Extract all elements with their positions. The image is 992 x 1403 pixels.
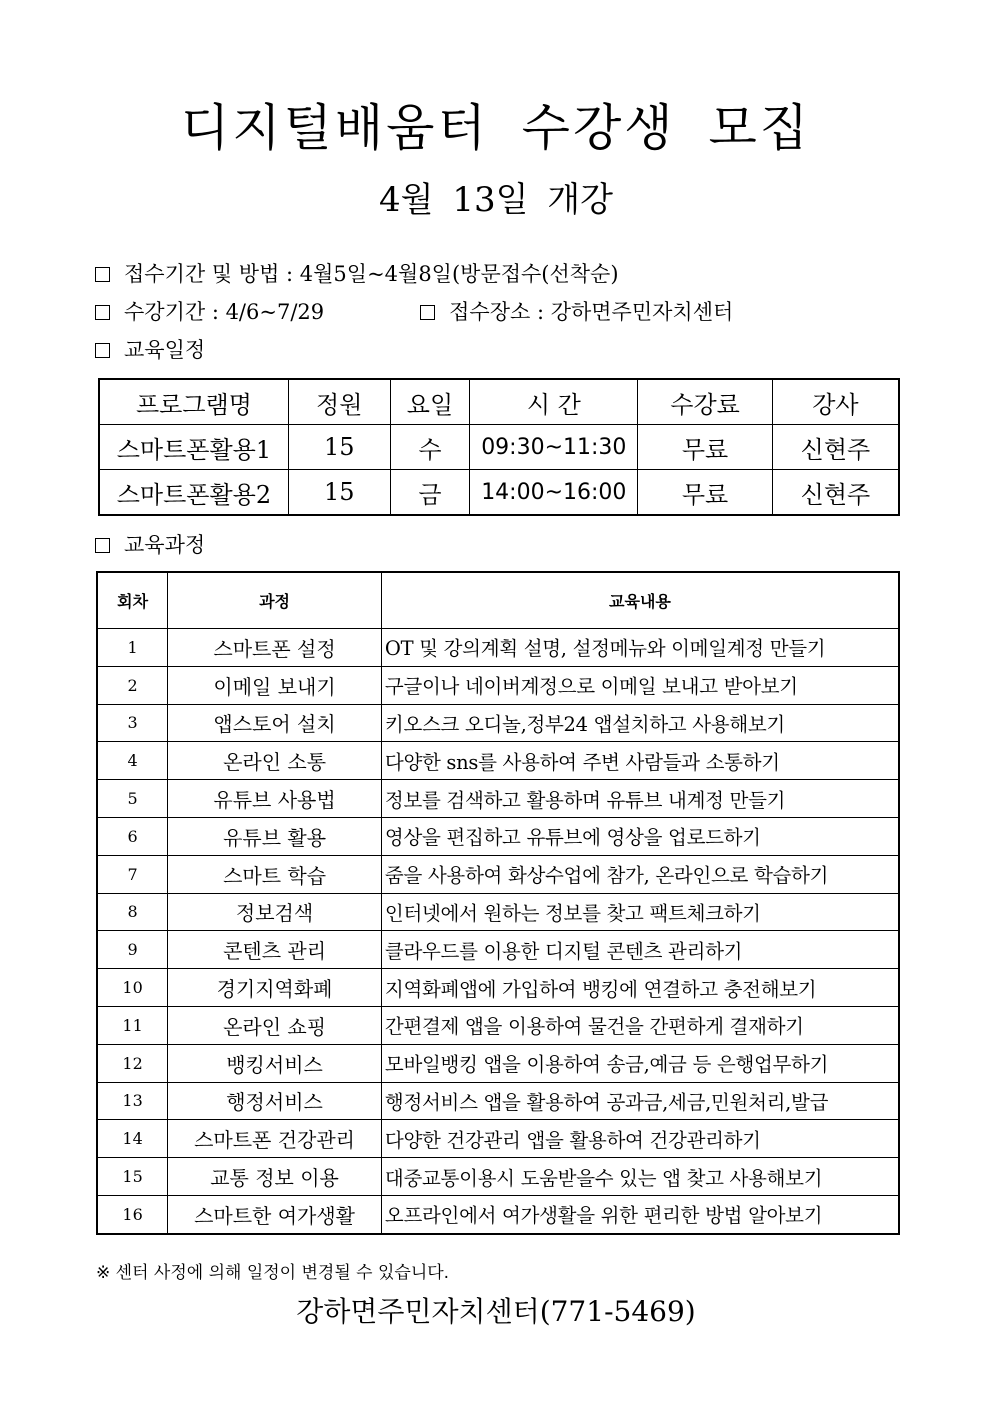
course-name: 교통 정보 이용 bbox=[168, 1158, 382, 1196]
session-number: 1 bbox=[97, 629, 168, 667]
course-name: 경기지역화폐 bbox=[168, 969, 382, 1007]
table-row bbox=[97, 780, 899, 818]
table-row bbox=[97, 931, 899, 969]
curriculum-table bbox=[96, 571, 900, 1235]
table-row bbox=[97, 1158, 899, 1196]
curriculum-header-cell: 과정 bbox=[168, 572, 382, 629]
schedule-header-row bbox=[99, 379, 899, 425]
course-content: 대중교통이용시 도움받을수 있는 앱 찾고 사용해보기 bbox=[381, 1158, 899, 1196]
course-name: 온라인 쇼핑 bbox=[168, 1006, 382, 1044]
session-number: 15 bbox=[97, 1158, 168, 1196]
course-content: 영상을 편집하고 유튜브에 영상을 업로드하기 bbox=[381, 817, 899, 855]
course-content: 간편결제 앱을 이용하여 물건을 간편하게 결재하기 bbox=[381, 1006, 899, 1044]
session-number: 11 bbox=[97, 1006, 168, 1044]
page-subtitle: 4월 13일 개강 bbox=[379, 180, 613, 220]
session-number: 13 bbox=[97, 1082, 168, 1120]
course-name: 유튜브 활용 bbox=[168, 817, 382, 855]
weekday: 수 bbox=[390, 425, 470, 470]
curriculum-heading-text: 교육과정 bbox=[124, 533, 206, 557]
capacity: 15 bbox=[288, 470, 390, 516]
schedule-heading bbox=[95, 336, 205, 364]
session-number: 7 bbox=[97, 855, 168, 893]
table-row bbox=[97, 817, 899, 855]
course-content: 인터넷에서 원하는 정보를 찾고 팩트체크하기 bbox=[381, 893, 899, 931]
table-row bbox=[97, 969, 899, 1007]
table-row bbox=[97, 666, 899, 704]
course-name: 유튜브 사용법 bbox=[168, 780, 382, 818]
schedule-heading-text: 교육일정 bbox=[124, 338, 206, 362]
table-row bbox=[97, 1120, 899, 1158]
course-content: 정보를 검색하고 활용하며 유튜브 내계정 만들기 bbox=[381, 780, 899, 818]
session-number: 4 bbox=[97, 742, 168, 780]
session-number: 5 bbox=[97, 780, 168, 818]
schedule-header-cell: 요일 bbox=[390, 379, 470, 425]
course-content: 다양한 건강관리 앱을 활용하여 건강관리하기 bbox=[381, 1120, 899, 1158]
course-content: OT 및 강의계획 설명, 설정메뉴와 이메일계정 만들기 bbox=[381, 629, 899, 667]
session-number: 3 bbox=[97, 704, 168, 742]
course-name: 이메일 보내기 bbox=[168, 666, 382, 704]
table-row bbox=[99, 425, 899, 470]
instructor: 신현주 bbox=[772, 425, 899, 470]
page-title: 디지털배움터 수강생 모집 bbox=[180, 99, 812, 157]
course-name: 행정서비스 bbox=[168, 1082, 382, 1120]
course-content: 지역화폐앱에 가입하여 뱅킹에 연결하고 충전해보기 bbox=[381, 969, 899, 1007]
course-name: 정보검색 bbox=[168, 893, 382, 931]
course-content: 클라우드를 이용한 디지털 콘텐츠 관리하기 bbox=[381, 931, 899, 969]
fee: 무료 bbox=[638, 470, 773, 516]
table-row bbox=[97, 1044, 899, 1082]
course-content: 모바일뱅킹 앱을 이용하여 송금,예금 등 은행업무하기 bbox=[381, 1044, 899, 1082]
course-name: 스마트 학습 bbox=[168, 855, 382, 893]
period-text: 수강기간 : 4/6~7/29 bbox=[124, 300, 325, 324]
place-text: 접수장소 : 강하면주민자치센터 bbox=[449, 300, 734, 324]
course-name: 뱅킹서비스 bbox=[168, 1044, 382, 1082]
course-name: 스마트폰 설정 bbox=[168, 629, 382, 667]
schedule-header-cell: 정원 bbox=[288, 379, 390, 425]
footer-contact: 강하면주민자치센터(771-5469) bbox=[296, 1295, 696, 1328]
course-name: 콘텐츠 관리 bbox=[168, 931, 382, 969]
course-content: 행정서비스 앱을 활용하여 공과금,세금,민원처리,발급 bbox=[381, 1082, 899, 1120]
course-content: 키오스크 오디놀,정부24 앱설치하고 사용해보기 bbox=[381, 704, 899, 742]
table-row bbox=[97, 893, 899, 931]
time-range: 09:30~11:30 bbox=[470, 425, 638, 470]
course-content: 오프라인에서 여가생활을 위한 편리한 방법 알아보기 bbox=[381, 1195, 899, 1233]
table-row bbox=[97, 1006, 899, 1044]
session-number: 6 bbox=[97, 817, 168, 855]
program-name: 스마트폰활용2 bbox=[99, 470, 288, 516]
period-place-info bbox=[95, 298, 733, 326]
notice-text: ※ 센터 사정에 의해 일정이 변경될 수 있습니다. bbox=[96, 1263, 450, 1283]
schedule-table bbox=[98, 378, 900, 516]
table-row bbox=[97, 704, 899, 742]
capacity: 15 bbox=[288, 425, 390, 470]
table-row bbox=[97, 629, 899, 667]
table-row bbox=[97, 742, 899, 780]
schedule-header-cell: 프로그램명 bbox=[99, 379, 288, 425]
checkbox-square-icon bbox=[420, 305, 435, 320]
session-number: 16 bbox=[97, 1195, 168, 1233]
schedule-header-cell: 수강료 bbox=[638, 379, 773, 425]
session-number: 12 bbox=[97, 1044, 168, 1082]
curriculum-header-cell: 교육내용 bbox=[381, 572, 899, 629]
session-number: 9 bbox=[97, 931, 168, 969]
curriculum-heading bbox=[95, 531, 205, 559]
checkbox-square-icon bbox=[95, 305, 110, 320]
checkbox-square-icon bbox=[95, 538, 110, 553]
session-number: 10 bbox=[97, 969, 168, 1007]
checkbox-square-icon bbox=[95, 267, 110, 282]
course-name: 스마트폰 건강관리 bbox=[168, 1120, 382, 1158]
session-number: 8 bbox=[97, 893, 168, 931]
curriculum-header-cell: 회차 bbox=[97, 572, 168, 629]
table-row bbox=[97, 1082, 899, 1120]
session-number: 2 bbox=[97, 666, 168, 704]
course-content: 줌을 사용하여 화상수업에 참가, 온라인으로 학습하기 bbox=[381, 855, 899, 893]
curriculum-header-row bbox=[97, 572, 899, 629]
checkbox-square-icon bbox=[95, 343, 110, 358]
course-content: 구글이나 네이버계정으로 이메일 보내고 받아보기 bbox=[381, 666, 899, 704]
fee: 무료 bbox=[638, 425, 773, 470]
table-row bbox=[97, 855, 899, 893]
table-row bbox=[99, 470, 899, 516]
course-name: 온라인 소통 bbox=[168, 742, 382, 780]
reception-text: 접수기간 및 방법 : 4월5일~4월8일(방문접수(선착순) bbox=[124, 262, 619, 286]
course-name: 스마트한 여가생활 bbox=[168, 1195, 382, 1233]
instructor: 신현주 bbox=[772, 470, 899, 516]
course-name: 앱스토어 설치 bbox=[168, 704, 382, 742]
course-content: 다양한 sns를 사용하여 주변 사람들과 소통하기 bbox=[381, 742, 899, 780]
schedule-header-cell: 시 간 bbox=[470, 379, 638, 425]
table-row bbox=[97, 1195, 899, 1233]
weekday: 금 bbox=[390, 470, 470, 516]
schedule-header-cell: 강사 bbox=[772, 379, 899, 425]
session-number: 14 bbox=[97, 1120, 168, 1158]
reception-info bbox=[95, 260, 619, 288]
time-range: 14:00~16:00 bbox=[470, 470, 638, 516]
program-name: 스마트폰활용1 bbox=[99, 425, 288, 470]
